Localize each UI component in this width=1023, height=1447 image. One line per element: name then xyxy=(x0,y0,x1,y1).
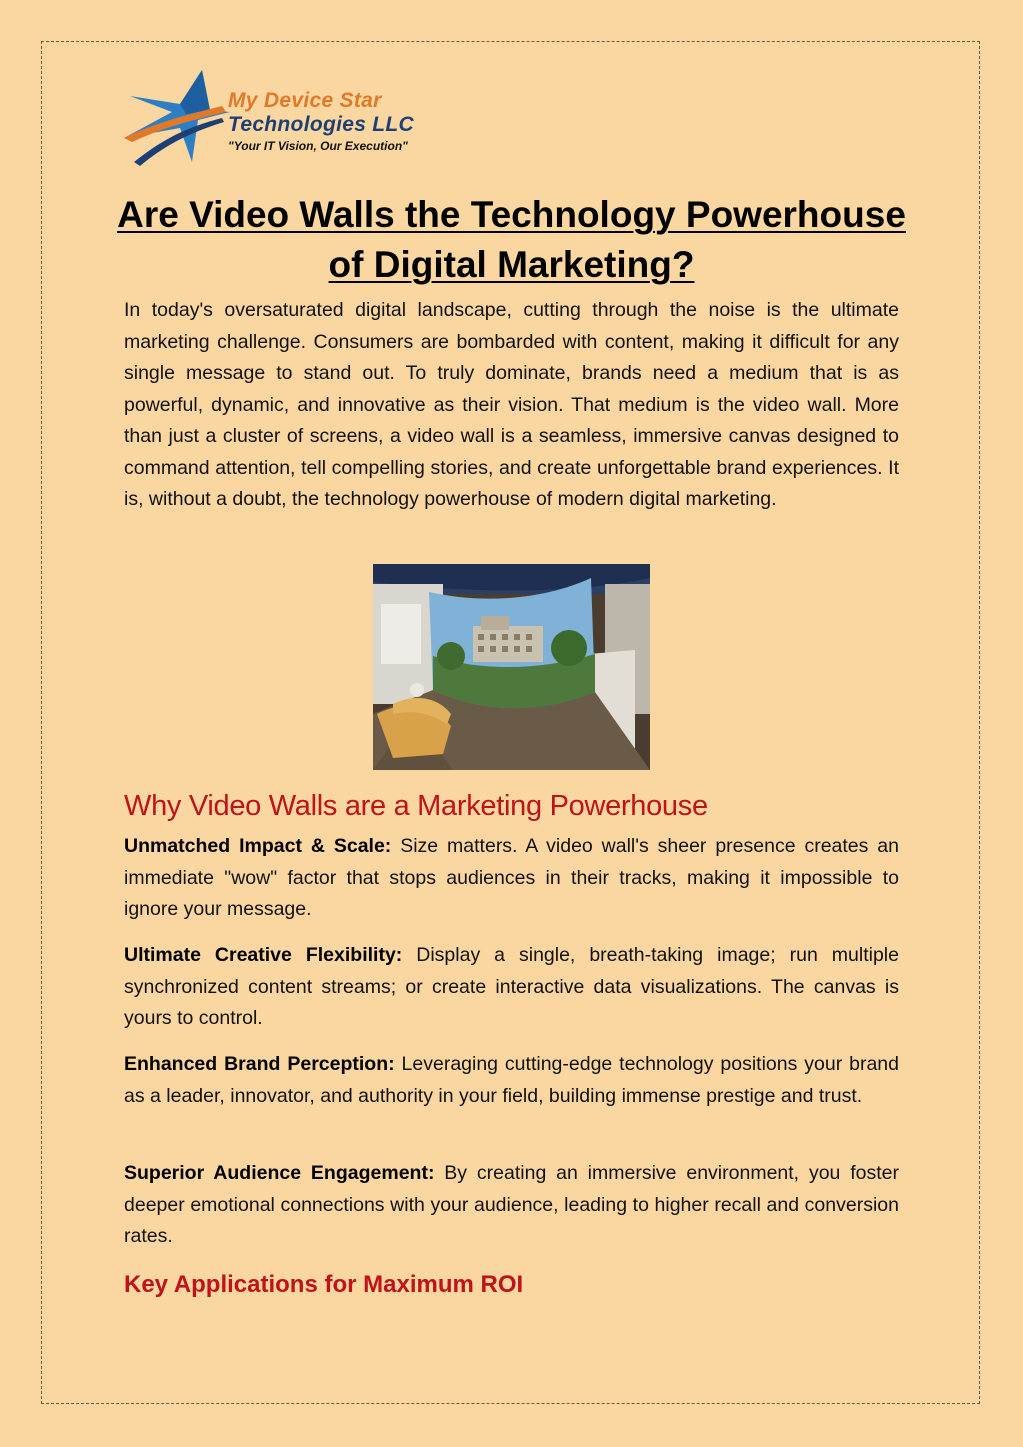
feature-label: Unmatched Impact & Scale: xyxy=(124,835,392,857)
feature-paragraph xyxy=(124,940,899,1035)
page-title xyxy=(110,190,913,290)
feature-paragraph xyxy=(124,831,899,926)
feature-paragraph xyxy=(124,1158,899,1253)
feature-text: Display a single, breath-taking image; run multiple synchronized content streams; or create interactive data visualizations. The canvas is yours to control. xyxy=(124,944,899,1029)
feature-paragraph xyxy=(124,1049,899,1112)
intro-paragraph: In today's oversaturated digital landscape, cutting through the noise is the ultimate marketing challenge. Consumers are bombarded with content, making it difficult for any single message to stand out. To truly dominate, brands need a medium that is as powerful, dynamic, and innovative as their vision. That medium is the video wall. More than just a cluster of screens, a video wall is a seamless, immersive canvas designed to command attention, tell compelling stories, and create unforgettable brand experiences. It is, without a doubt, the technology powerhouse of modern digital marketing. xyxy=(124,299,899,510)
title-line-2: of Digital Marketing? xyxy=(328,244,695,285)
video-wall-photo xyxy=(373,564,650,770)
star-logo-icon xyxy=(122,66,232,170)
logo-text xyxy=(228,89,414,154)
logo-tagline: "Your IT Vision, Our Execution" xyxy=(228,139,408,153)
key-applications-heading: Key Applications for Maximum ROI xyxy=(124,1271,524,1298)
logo-company-name: My Device Star xyxy=(228,89,382,112)
feature-text: Size matters. A video wall's sheer presence creates an immediate "wow" factor that stops audiences in their tracks, making it impossible to ignore your message. xyxy=(124,835,899,920)
feature-text: By creating an immersive environment, you foster deeper emotional connections with your audience, leading to higher recall and conversion rates. xyxy=(124,1162,900,1247)
feature-text: Leveraging cutting-edge technology positions your brand as a leader, innovator, and authority in your field, building immense prestige and trust. xyxy=(124,1053,899,1107)
title-line-1: Are Video Walls the Technology Powerhouse xyxy=(117,194,906,235)
why-heading: Why Video Walls are a Marketing Powerhouse xyxy=(124,790,708,822)
company-logo xyxy=(122,66,442,170)
feature-label: Enhanced Brand Perception: xyxy=(124,1053,395,1075)
logo-company-suffix: Technologies LLC xyxy=(228,113,415,136)
feature-label: Ultimate Creative Flexibility: xyxy=(124,944,403,966)
feature-label: Superior Audience Engagement: xyxy=(124,1162,435,1184)
